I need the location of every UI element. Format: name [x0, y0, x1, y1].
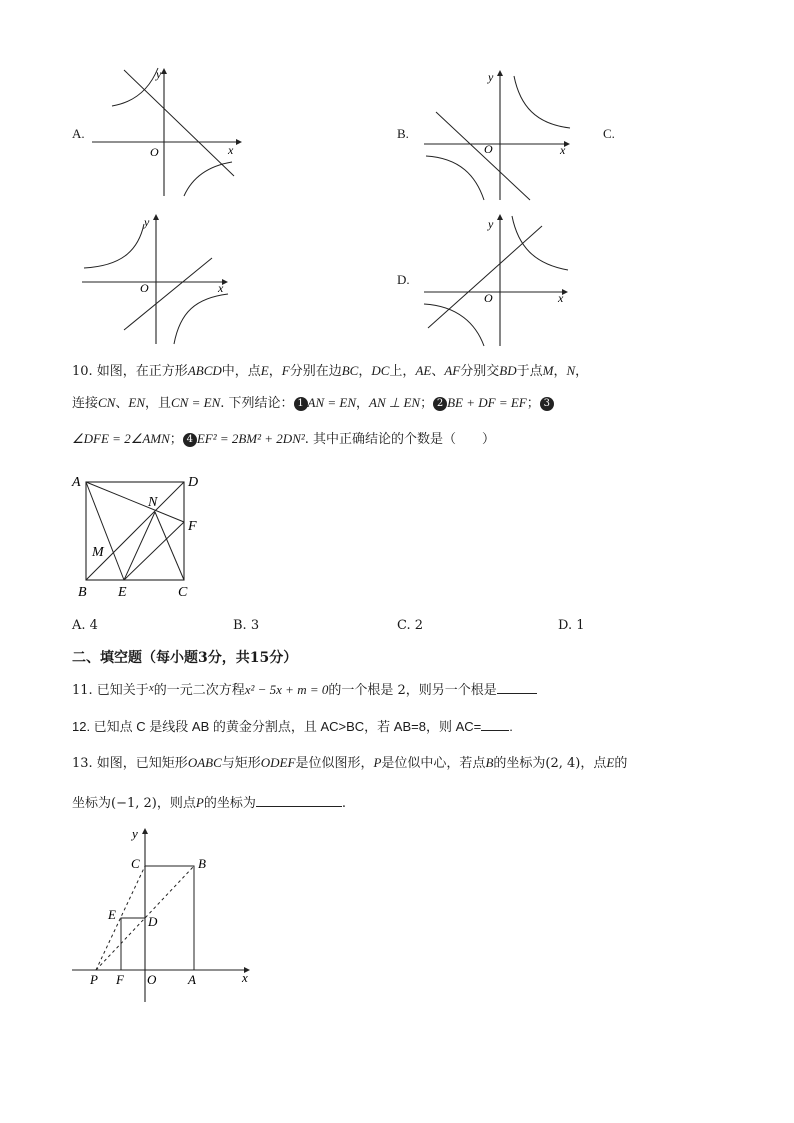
- y-label: y: [156, 67, 162, 81]
- svg-text:M: M: [92, 545, 104, 560]
- option-b-label[interactable]: B.: [397, 126, 409, 141]
- line-graph: [428, 226, 542, 328]
- svg-text:D: D: [148, 914, 158, 929]
- option-d-label[interactable]: D.: [397, 272, 410, 287]
- svg-text:O: O: [484, 291, 493, 305]
- svg-text:E: E: [118, 585, 127, 600]
- diagonal-bd: [86, 482, 184, 580]
- svg-text:y: y: [488, 217, 494, 231]
- svg-text:O: O: [484, 142, 493, 156]
- line-graph: [124, 258, 212, 330]
- svg-text:x: x: [218, 281, 224, 295]
- svg-text:A: A: [72, 475, 81, 490]
- q11: 11. 已知关于$^x$的一元二次方程x² − 5x + m = 0的一个根是 2，则另一个根是: [72, 679, 537, 698]
- q13-line-1: 13. 如图，已知矩形OABC与矩形ODEF是位似图形，P是位似中心，若点B的坐标为(2, 4)，点E的: [72, 755, 628, 771]
- graph-option-c: [80, 212, 240, 348]
- option-c-label[interactable]: C.: [603, 126, 615, 141]
- hyperbola-branch-upper: [84, 224, 144, 268]
- option-a-label[interactable]: A.: [72, 126, 85, 141]
- q10-choice-b[interactable]: B. 3: [233, 618, 260, 633]
- q13-line-2: 坐标为(−1, 2)，则点P的坐标为 .: [72, 792, 346, 811]
- origin-label: O: [150, 145, 159, 159]
- q10-line-3: ∠DFE = 2∠AMN； 4 EF² = 2BM² + 2DN². 其中正确结论的个数是（ ）: [72, 431, 496, 447]
- q10-choice-a[interactable]: A. 4: [72, 618, 98, 633]
- line-graph: [124, 70, 234, 176]
- q10-choice-d[interactable]: D. 1: [558, 618, 585, 633]
- svg-text:N: N: [148, 495, 158, 510]
- svg-text:P: P: [90, 972, 98, 987]
- q10-choice-c[interactable]: C. 2: [397, 618, 424, 633]
- graph-option-b: [420, 66, 580, 202]
- q10-square-figure: [68, 470, 218, 602]
- svg-text:y: y: [488, 70, 494, 84]
- svg-text:y: y: [144, 215, 150, 229]
- circled-number-3: 3: [540, 397, 554, 411]
- q13-answer-blank[interactable]: [256, 792, 342, 807]
- svg-text:B: B: [198, 856, 206, 871]
- section-2-heading: 二、填空题（每小题3分，共15分）: [72, 650, 298, 666]
- circled-number-1: 1: [294, 397, 308, 411]
- svg-text:x: x: [242, 970, 248, 985]
- hyperbola-branch-upper: [512, 216, 568, 270]
- circled-number-4: 4: [183, 433, 197, 447]
- svg-text:B: B: [78, 585, 87, 600]
- svg-text:C: C: [178, 585, 188, 600]
- svg-text:C: C: [131, 856, 140, 871]
- hyperbola-branch-lower: [426, 156, 484, 200]
- rectangle-odef: [121, 918, 145, 970]
- q12: 12. 已知点 C 是线段 AB 的黄金分割点，且 AC>BC，若 AB=8，则 AC= .: [72, 716, 513, 735]
- hyperbola-branch-lower: [174, 294, 228, 344]
- hyperbola-branch-upper: [112, 68, 158, 106]
- q10-line-2: 连接CN、EN，且CN = EN. 下列结论： 1 AN = EN，AN ⊥ EN； 2 BE + DF = EF； 3: [72, 392, 554, 411]
- segment-ae: [86, 482, 124, 580]
- segment-af: [86, 482, 184, 522]
- hyperbola-branch-upper: [514, 76, 570, 128]
- graph-option-a: [88, 64, 248, 200]
- svg-text:x: x: [558, 291, 564, 305]
- svg-text:O: O: [147, 972, 157, 987]
- hyperbola-branch-lower: [424, 304, 484, 346]
- x-axis-arrow: [236, 139, 242, 145]
- circled-number-2: 2: [433, 397, 447, 411]
- x-label: x: [228, 143, 234, 157]
- q13-rectangle-figure: [68, 822, 258, 1002]
- segment-ef: [124, 522, 184, 580]
- graph-option-d: [420, 212, 580, 348]
- svg-text:A: A: [188, 972, 196, 987]
- svg-text:F: F: [116, 972, 124, 987]
- svg-text:E: E: [108, 907, 116, 922]
- svg-text:y: y: [132, 826, 138, 841]
- q10-line-1: 10. 如图，在正方形ABCD中，点E，F分别在边BC，DC上，AE、AF分别交BD于点M，N，: [72, 363, 589, 379]
- q12-answer-blank[interactable]: [481, 716, 509, 731]
- q11-answer-blank[interactable]: [497, 679, 537, 694]
- y-axis-arrow: [161, 68, 167, 74]
- svg-text:O: O: [140, 281, 149, 295]
- segment-en: [124, 512, 155, 580]
- svg-text:F: F: [188, 519, 197, 534]
- line-graph: [436, 112, 530, 200]
- svg-text:D: D: [188, 475, 199, 490]
- svg-text:x: x: [560, 143, 566, 157]
